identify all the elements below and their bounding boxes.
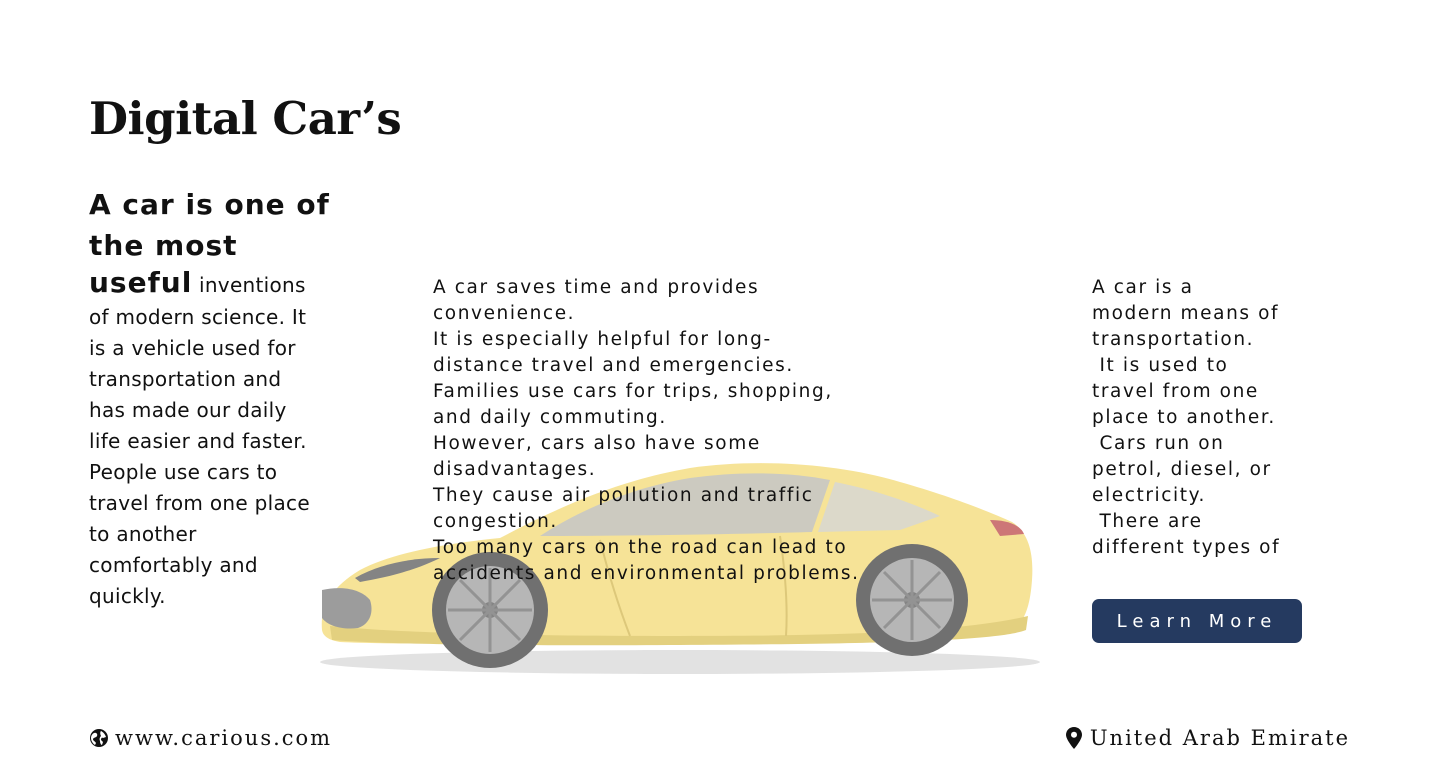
location-text: United Arab Emirate [1089,726,1350,750]
intro-body-line: comfortably and [89,553,258,577]
right-line: electricity. [1092,485,1207,506]
middle-line: convenience. [433,303,576,324]
right-line: different types of [1092,537,1281,558]
intro-body-line: quickly. [89,584,166,608]
right-line: petrol, diesel, or [1092,459,1272,480]
page-title: Digital Car’s [89,92,402,145]
right-line: travel from one [1092,381,1259,402]
middle-line: congestion. [433,511,558,532]
right-line: place to another. [1092,407,1276,428]
middle-line: distance travel and emergencies. [433,355,794,376]
intro-first-line-rest: inventions [192,273,306,297]
intro-body [89,266,351,612]
right-line: modern means of [1092,303,1280,324]
right-line: A car is a [1092,277,1194,298]
middle-line: Too many cars on the road can lead to [433,537,848,558]
intro-lead-emphasis: useful [89,266,193,299]
middle-line: A car saves time and provides [433,277,760,298]
right-line: transportation. [1092,329,1255,350]
intro-lead-line-2: the most [89,229,238,262]
map-pin-icon [1066,727,1082,749]
intro-body-line: life easier and faster. [89,429,307,453]
globe-icon [89,728,109,748]
intro-body-first-line [89,266,351,302]
intro-body-line: is a vehicle used for [89,336,296,360]
intro-body-line: of modern science. It [89,305,307,329]
middle-line: They cause air pollution and traffic [433,485,814,506]
footer-website[interactable] [89,726,332,750]
intro-lead-line-1: A car is one of [89,188,330,221]
middle-line: accidents and environmental problems. [433,563,860,584]
intro-body-line: to another [89,522,197,546]
middle-line: It is especially helpful for long- [433,329,772,350]
right-line: Cars run on [1092,433,1225,454]
intro-body-line: travel from one place [89,491,310,515]
intro-column [89,184,351,612]
intro-body-line: transportation and [89,367,282,391]
intro-body-line: People use cars to [89,460,278,484]
right-line: There are [1092,511,1203,532]
middle-line: Families use cars for trips, shopping, [433,381,833,402]
middle-column [433,275,953,587]
middle-line: However, cars also have some [433,433,761,454]
footer-location [1066,726,1350,750]
website-url: www.carious.com [115,726,333,750]
right-column [1092,275,1352,561]
right-line: It is used to [1092,355,1229,376]
learn-more-button[interactable]: Learn More [1092,599,1302,643]
middle-line: and daily commuting. [433,407,667,428]
intro-body-line: has made our daily [89,398,287,422]
middle-line: disadvantages. [433,459,597,480]
intro-lead [89,184,351,266]
